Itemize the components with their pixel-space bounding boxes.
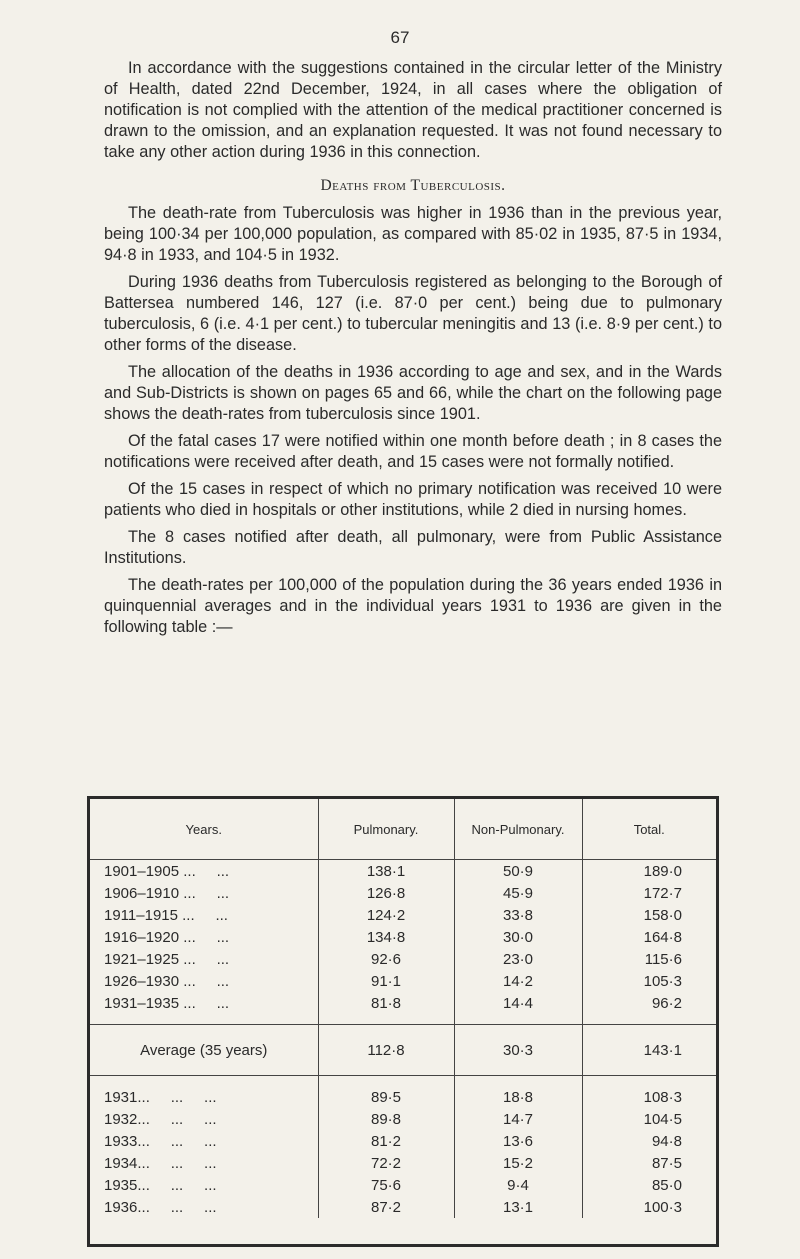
- table-row: [90, 1108, 716, 1130]
- row-non-pulmonary: 9·4: [454, 1174, 582, 1196]
- row-years: 1926–1930 ... ...: [104, 972, 230, 990]
- table-row: [90, 904, 716, 926]
- row-pulmonary: 89·5: [318, 1086, 454, 1108]
- row-total: 94·8: [582, 1130, 716, 1152]
- row-total: 87·5: [582, 1152, 716, 1174]
- row-pulmonary: 87·2: [318, 1196, 454, 1218]
- row-total: 164·8: [582, 926, 716, 948]
- row-total: 85·0: [582, 1174, 716, 1196]
- row-pulmonary: 91·1: [318, 970, 454, 992]
- average-pulmonary: 112·8: [318, 1025, 454, 1076]
- row-years: 1921–1925 ... ...: [104, 950, 230, 968]
- paragraph: Of the 15 cases in respect of which no primary notification was received 10 were patients who died in hospitals or other institutions, while 2 died in nursing homes.: [104, 480, 722, 519]
- table-row: [90, 882, 716, 904]
- quinquennial-rows: [90, 860, 716, 1015]
- row-years: 1916–1920 ... ...: [104, 928, 230, 946]
- row-non-pulmonary: 50·9: [454, 860, 582, 883]
- table-row: [90, 1152, 716, 1174]
- average-section: [90, 1014, 716, 1086]
- table-row: [90, 926, 716, 948]
- header-pulmonary: Pulmonary.: [318, 799, 454, 860]
- header-total: Total.: [582, 799, 716, 860]
- table-row: [90, 1174, 716, 1196]
- row-total: 100·3: [582, 1196, 716, 1218]
- header-years: Years.: [90, 799, 318, 860]
- row-non-pulmonary: 13·6: [454, 1130, 582, 1152]
- row-non-pulmonary: 14·7: [454, 1108, 582, 1130]
- row-pulmonary: 138·1: [318, 860, 454, 883]
- row-pulmonary: 126·8: [318, 882, 454, 904]
- paragraph: The death-rates per 100,000 of the population during the 36 years ended 1936 in quinquennial averages and in the individual years 1931 to 1936 are given in the following table :—: [104, 576, 722, 636]
- row-years: 1901–1905 ... ...: [104, 862, 230, 880]
- paragraph: During 1936 deaths from Tuberculosis registered as belonging to the Borough of Battersea numbered 146, 127 (i.e. 87·0 per cent.) being due to pulmonary tuberculosis, 6 (i.e. 4·1 per cent.) to tubercular meningitis and 13 (i.e. 8·9 per cent.) to other forms of the disease.: [104, 273, 722, 354]
- paragraph: The death-rate from Tuberculosis was higher in 1936 than in the previous year, being 100·34 per 100,000 population, as compared with 85·02 in 1935, 87·5 in 1934, 94·8 in 1933, and 104·5 in 1932.: [104, 204, 722, 264]
- table-row: [90, 948, 716, 970]
- row-non-pulmonary: 13·1: [454, 1196, 582, 1218]
- row-non-pulmonary: 18·8: [454, 1086, 582, 1108]
- paragraph-notification: In accordance with the suggestions contained in the circular letter of the Ministry of Health, dated 22nd December, 1924, in all cases where the obligation of notification is not complied with the attention of the medical practitioner concerned is drawn to the omission, and an explanation requested. It was not found necessary to take any other action during 1936 in this connection.: [104, 59, 722, 161]
- row-non-pulmonary: 45·9: [454, 882, 582, 904]
- table-row: [90, 1130, 716, 1152]
- row-pulmonary: 92·6: [318, 948, 454, 970]
- row-total: 189·0: [582, 860, 716, 883]
- paragraph: The allocation of the deaths in 1936 according to age and sex, and in the Wards and Sub-Districts is shown on pages 65 and 66, while the chart on the following page shows the death-rates from tuberculosis since 1901.: [104, 363, 722, 423]
- row-pulmonary: 89·8: [318, 1108, 454, 1130]
- table-row: [90, 1086, 716, 1108]
- table-row: [90, 970, 716, 992]
- row-non-pulmonary: 15·2: [454, 1152, 582, 1174]
- row-total: 96·2: [582, 992, 716, 1014]
- average-label: Average (35 years): [90, 1025, 318, 1076]
- row-pulmonary: 81·2: [318, 1130, 454, 1152]
- table-row: [90, 992, 716, 1014]
- body-text: [104, 58, 722, 644]
- row-years: 1931–1935 ... ...: [104, 994, 230, 1012]
- row-total: 105·3: [582, 970, 716, 992]
- row-pulmonary: 124·2: [318, 904, 454, 926]
- header-non-pulmonary: Non-Pulmonary.: [454, 799, 582, 860]
- row-pulmonary: 72·2: [318, 1152, 454, 1174]
- table-row: [90, 860, 716, 883]
- row-years: 1931... ... ...: [104, 1088, 217, 1106]
- row-years: 1906–1910 ... ...: [104, 884, 230, 902]
- row-years: 1932... ... ...: [104, 1110, 217, 1128]
- row-non-pulmonary: 23·0: [454, 948, 582, 970]
- row-years: 1911–1915 ... ...: [104, 906, 228, 924]
- row-total: 108·3: [582, 1086, 716, 1108]
- row-non-pulmonary: 30·0: [454, 926, 582, 948]
- row-years: 1936... ... ...: [104, 1198, 217, 1216]
- average-row: [90, 1025, 716, 1076]
- row-total: 158·0: [582, 904, 716, 926]
- table: [90, 799, 716, 1218]
- section-heading: Deaths from Tuberculosis.: [320, 177, 506, 194]
- paragraph: Of the fatal cases 17 were notified within one month before death ; in 8 cases the notifications were received after death, and 15 cases were not formally notified.: [104, 432, 722, 471]
- death-rate-table: [87, 796, 719, 1247]
- average-non-pulmonary: 30·3: [454, 1025, 582, 1076]
- row-non-pulmonary: 33·8: [454, 904, 582, 926]
- row-years: 1933... ... ...: [104, 1132, 217, 1150]
- table-row: [90, 1196, 716, 1218]
- year-rows: [90, 1086, 716, 1218]
- row-years: 1935... ... ...: [104, 1176, 217, 1194]
- table-header-row: [90, 799, 716, 860]
- average-total: 143·1: [582, 1025, 716, 1076]
- row-non-pulmonary: 14·4: [454, 992, 582, 1014]
- page-number: 67: [390, 28, 410, 47]
- paragraph: The 8 cases notified after death, all pulmonary, were from Public Assistance Institutions.: [104, 528, 722, 567]
- row-non-pulmonary: 14·2: [454, 970, 582, 992]
- row-total: 172·7: [582, 882, 716, 904]
- row-pulmonary: 134·8: [318, 926, 454, 948]
- row-total: 115·6: [582, 948, 716, 970]
- row-pulmonary: 81·8: [318, 992, 454, 1014]
- spacer-row: [90, 1076, 716, 1087]
- row-pulmonary: 75·6: [318, 1174, 454, 1196]
- row-years: 1934... ... ...: [104, 1154, 217, 1172]
- spacer-row: [90, 1014, 716, 1025]
- row-total: 104·5: [582, 1108, 716, 1130]
